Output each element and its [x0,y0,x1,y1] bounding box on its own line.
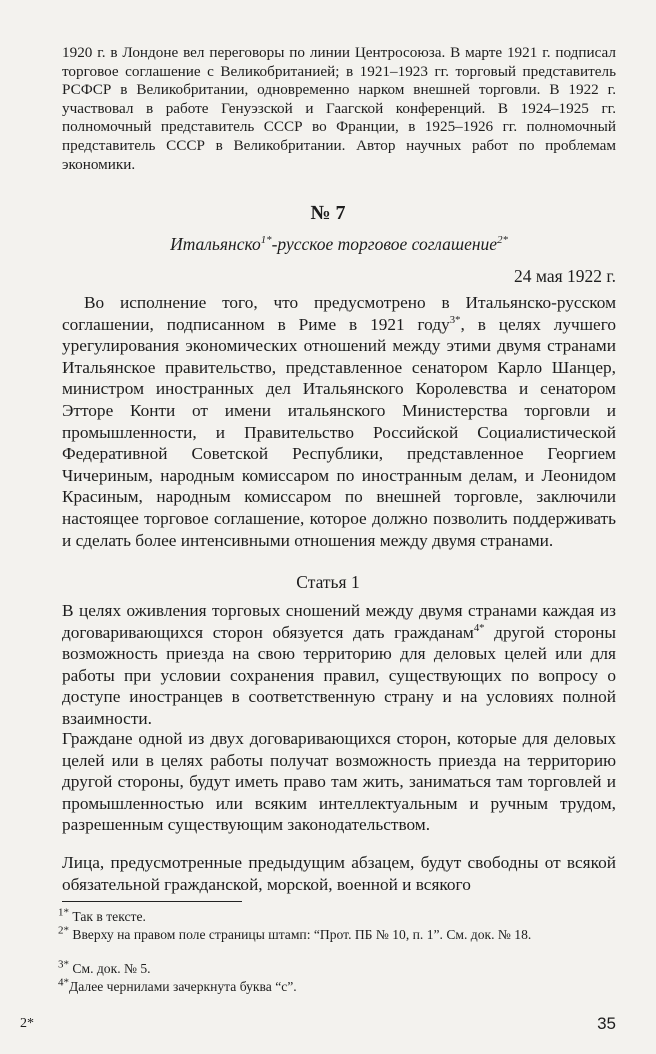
footnote-mark: 1* [58,906,69,919]
footnote-4 [58,978,616,995]
preamble-text-a: Во исполнение того, что предусмотрено в Итальянско-русском соглашении, подписанном в Риме в 1921 году [62,293,616,334]
footnote-ref-2: 2* [497,234,508,247]
signature-mark: 2* [20,1016,34,1031]
footnote-mark: 2* [58,924,69,937]
document-date: 24 мая 1922 г. [514,266,616,286]
preamble-paragraph [62,292,616,551]
footnote-text: Далее чернилами зачеркнута буква “с”. [69,979,297,994]
article-text-b: другой стороны возможность приезда на свою территорию для деловых целей или для работы при условии сохранения правил, существующих по вопросу о доступе иностранцев в соответственную страну и на условиях полной взаимности. [62,622,617,728]
footnote-text: См. док. № 5. [72,961,151,976]
footnote-text: Вверху на правом поле страницы штамп: “Прот. ПБ № 10, п. 1”. См. док. № 18. [72,927,532,942]
footnote-ref-4: 4* [473,621,485,634]
preamble-text-b: , в целях лучшего урегулирования экономических отношений между этими двумя странами Итальянское правительство, представленное сенатором Карло Шанцер, министром иностранных дел Итальянского Королевства и сенатором Этторе Конти от имени итальянского Министерства торговли и промышленности, и Правительство Российской Социалистической Федеративной Советской Республики, представленное Георгием Чичериным, народным комиссаром по иностранным делам, и Леонидом Красиным, народным комиссаром по внешней торговле, заключили настоящее торговое соглашение, которое должно позволить поддерживать и сделать более интенсивными отношения между двумя странами. [62,314,616,550]
article-paragraph-3: Лица, предусмотренные предыдущим абзацем, будут свободны от всякой обязательной гражданской, морской, военной и всякого [62,853,616,894]
article-paragraph-2: Граждане одной из двух договаривающихся сторон, которые для деловых целей или в целях работы получат возможность приезда на территорию другой стороны, будут иметь право там жить, заниматься там торговлей и промышленностью или всяким интеллектуальным и ручным трудом, разрешенным существующим законодательством. [62,729,616,835]
page-number: 35 [597,1014,616,1033]
footnote-divider [62,901,242,902]
title-part-1: Итальянско [170,234,261,254]
footnote-ref-3: 3* [449,313,461,326]
document-title [62,234,616,255]
footnote-mark: 3* [58,958,69,971]
footnote-3 [58,960,616,977]
footnote-mark: 4* [58,976,69,989]
footnote-ref-1: 1* [260,234,272,247]
article-heading: Статья 1 [296,572,360,592]
footnote-2 [20,926,616,943]
title-part-2: -русское торговое соглашение [271,234,498,254]
footnote-1 [58,908,616,925]
footnote-mark-wrap [20,924,69,942]
intro-paragraph: 1920 г. в Лондоне вел переговоры по линии Центросоюза. В марте 1921 г. подписал торговое соглашение с Великобританией; в 1921–1923 гг. торговый представитель РСФСР в Великобритании, одновременно нарком внешней торговли. В 1922 г. участвовал в работе Генуэзской и Гаагской конференций. В 1924–1925 гг. полномочный представитель СССР во Франции, в 1925–1926 гг. полномочный представитель СССР в Великобритании. Автор научных работ по проблемам экономики. [62,44,616,173]
document-number: № 7 [310,202,346,224]
footnote-text: Так в тексте. [72,909,146,924]
article-text-a: В целях оживления торговых сношений между двумя странами каждая из договаривающихся сторон обязуется дать гражданам [62,601,616,642]
article-paragraph-1 [62,600,616,730]
